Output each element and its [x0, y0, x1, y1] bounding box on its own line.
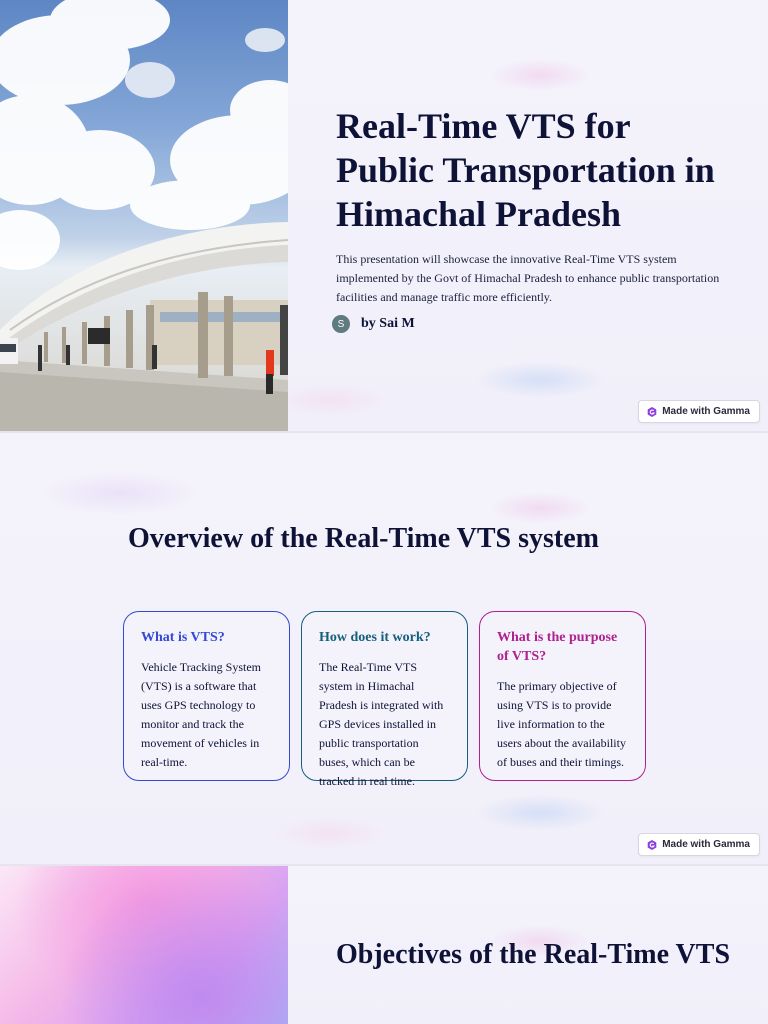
made-with-gamma-badge[interactable] [638, 833, 760, 856]
card-how-it-works [301, 611, 468, 788]
card-title: How does it work? [319, 630, 431, 645]
author-byline [332, 315, 415, 333]
badge-label: Made with Gamma [662, 839, 750, 850]
card-body: The Real-Time VTS system in Himachal Pradesh is integrated with GPS devices installed in public transportation buses, which can be tracked in real time. [319, 660, 444, 788]
card-title: What is the purpose of VTS? [497, 630, 618, 664]
bus-station-photo [0, 0, 288, 431]
author-name: by Sai M [361, 316, 415, 331]
avatar: S [332, 315, 350, 333]
gamma-logo-icon [647, 840, 657, 850]
gradient-image [0, 866, 288, 1024]
presentation-title: Real-Time VTS for Public Transportation in Himachal Pradesh [336, 106, 715, 234]
card-purpose [479, 611, 646, 781]
card-title: What is VTS? [141, 630, 225, 645]
slide-title [0, 0, 768, 431]
objectives-title: Objectives of the Real-Time VTS [336, 939, 731, 970]
card-body: The primary objective of using VTS is to provide live information to the users about the availability of buses and their timings. [497, 679, 626, 769]
card-what-is-vts [123, 611, 290, 781]
overview-title: Overview of the Real-Time VTS system [128, 523, 599, 554]
card-body: Vehicle Tracking System (VTS) is a software that uses GPS technology to monitor and track the movement of vehicles in real-time. [141, 660, 261, 769]
presentation-description: This presentation will showcase the innovative Real-Time VTS system implemented by the Govt of Himachal Pradesh to enhance public transportation facilities and manage traffic more efficiently. [336, 252, 720, 304]
slide-objectives [0, 866, 768, 1024]
made-with-gamma-badge[interactable] [638, 400, 760, 423]
badge-label: Made with Gamma [662, 406, 750, 417]
gamma-logo-icon [647, 407, 657, 417]
slide-overview [0, 433, 768, 864]
